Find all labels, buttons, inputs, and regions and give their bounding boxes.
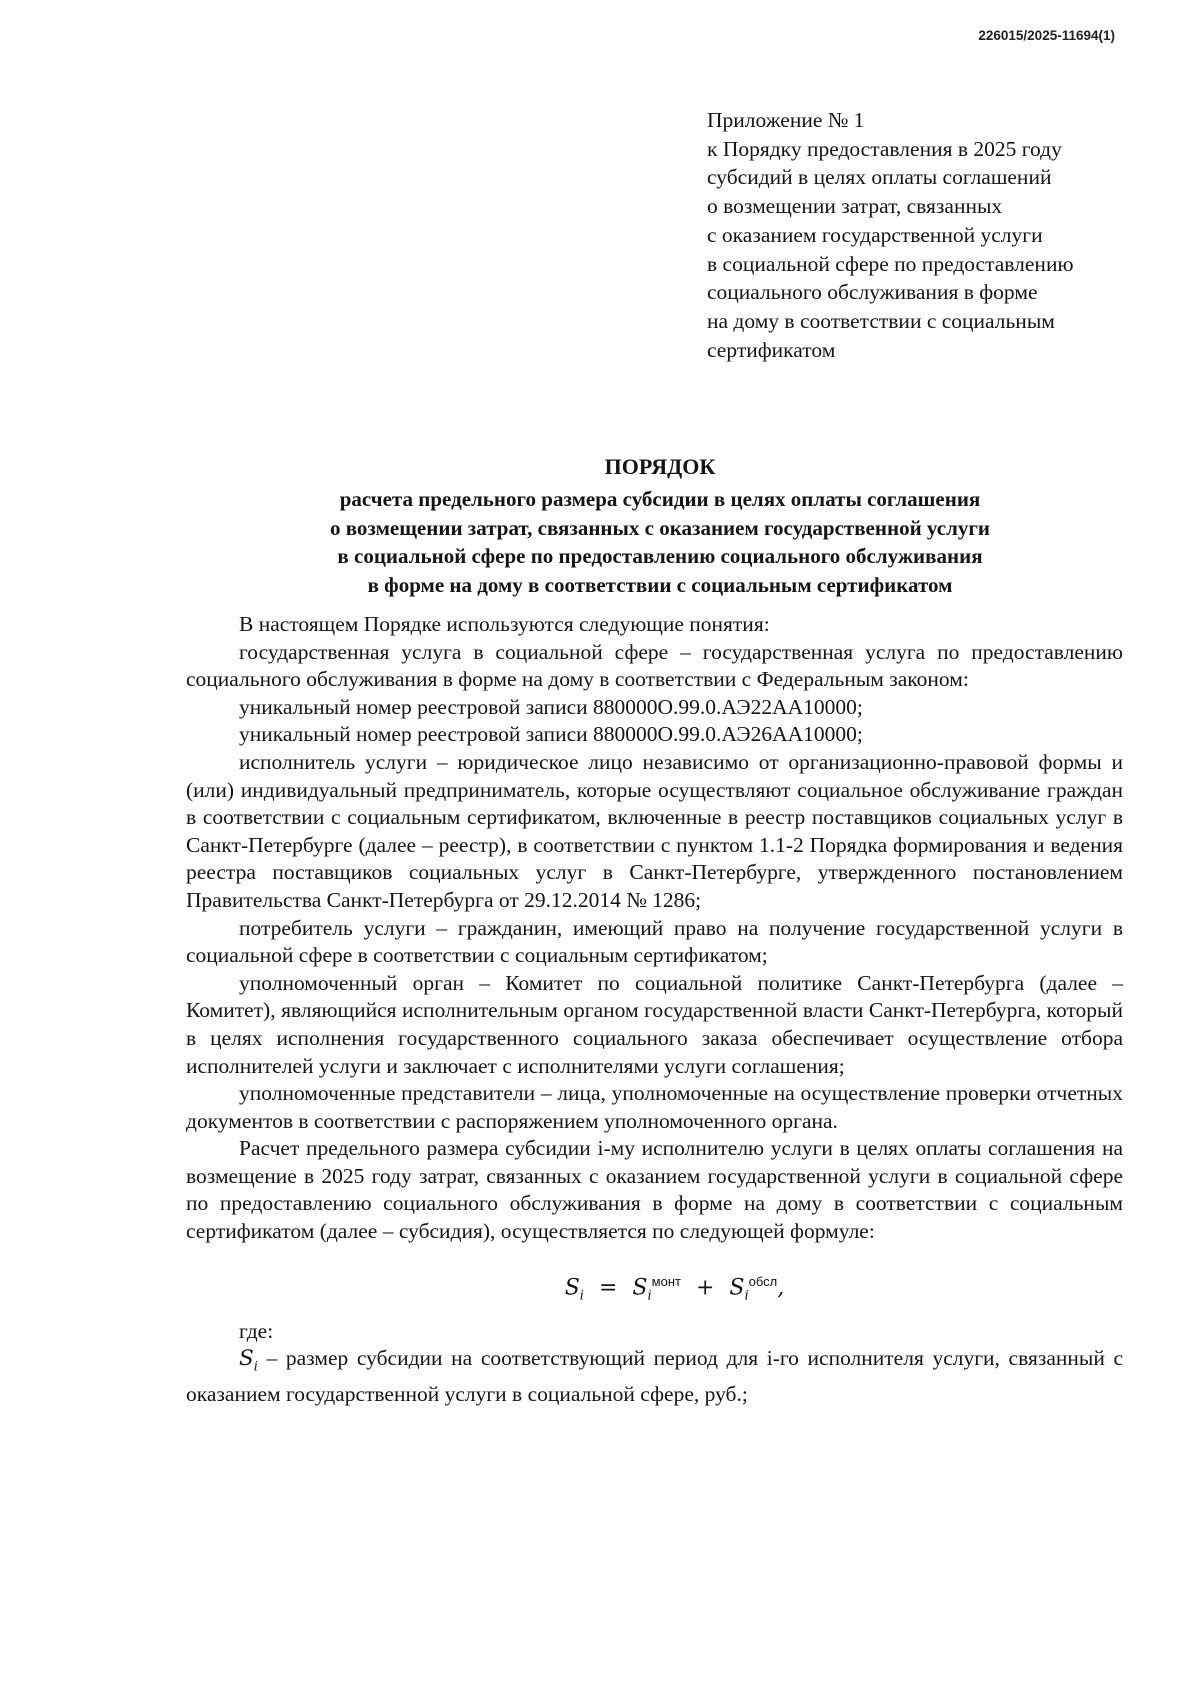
where-label: где: [239, 1318, 274, 1343]
formula-trailing-comma: , [777, 1274, 785, 1300]
document-subtitle-line: в форме на дому в соответствии с социальным сертификатом [367, 572, 953, 597]
formula-term2: S [729, 1274, 745, 1300]
definition-symbol [239, 1346, 258, 1375]
formula-lhs: S [564, 1274, 580, 1300]
definition-si [186, 1345, 1123, 1408]
paragraph-registry-record-2: уникальный номер реестровой записи 880000О.99.0.АЭ26АА10000; [239, 722, 863, 747]
annex-line: в социальной сфере по предоставлению [707, 251, 1074, 276]
annex-line: Приложение № 1 [707, 108, 865, 132]
paragraph-definition-representatives: уполномоченные представители – лица, уполномоченные на осуществление проверки отчетных документов в соответствии с распоряжением уполномоченного органа. [186, 1081, 1123, 1133]
document-registration-number: 226015/2025-11694(1) [978, 28, 1115, 43]
definition-text: – размер субсидии на соответствующий период для i-го исполнителя услуги, связанный с оказанием государственной услуги в социальной сфере, руб.; [186, 1346, 1123, 1407]
paragraph-intro: В настоящем Порядке используются следующие понятия: [239, 612, 770, 636]
annex-line: к Порядку предоставления в 2025 году [707, 136, 1062, 161]
paragraph-definition-executor: исполнитель услуги – юридическое лицо независимо от организационно-правовой формы и (или) индивидуальный предприниматель, которые осуществляют социальное обслуживание граждан в соответствии с социальным сертификатом, включенные в реестр поставщиков социальных услуг в Санкт-Петербурге (далее – реестр), в соответствии с пунктом 1.1-2 Порядка формирования и ведения реестра поставщиков социальных услуг в Санкт-Петербурге, утвержденного постановлением Правительства Санкт-Петербурга от 29.12.2014 № 1286; [186, 749, 1123, 912]
formula-term1-subscript: i [647, 1288, 652, 1304]
annex-line: субсидий в целях оплаты соглашений [707, 165, 1052, 190]
formula-term2-superscript: обсл [748, 1273, 778, 1289]
definition-symbol-subscript: i [253, 1359, 258, 1375]
paragraph-registry-record-1: уникальный номер реестровой записи 880000О.99.0.АЭ22АА10000; [239, 694, 863, 719]
annex-line: о возмещении затрат, связанных [707, 194, 1003, 219]
formula-lhs-subscript: i [579, 1288, 584, 1304]
document-subtitle-line: о возмещении затрат, связанных с оказанием государственной услуги [329, 515, 991, 540]
paragraph-definition-authority: уполномоченный орган – Комитет по социальной политике Санкт-Петербурга (далее – Комитет), являющийся исполнительным органом государственной власти Санкт-Петербурга, который в целях исполнения государственного социального заказа обеспечивает осуществление отбора исполнителей услуги и заключает с исполнителями услуги соглашения; [186, 970, 1123, 1078]
formula-term1-superscript: монт [651, 1273, 681, 1289]
formula-equals: = [598, 1274, 618, 1300]
paragraph-definition-consumer: потребитель услуги – гражданин, имеющий право на получение государственной услуги в социальной сфере в соответствии с социальным сертификатом; [186, 915, 1123, 968]
formula-plus: + [695, 1274, 715, 1300]
document-subtitle-line: в социальной сфере по предоставлению социального обслуживания [337, 544, 983, 568]
annex-line: социального обслуживания в форме [707, 280, 1038, 305]
annex-header [707, 106, 1167, 364]
paragraph-calculation: Расчет предельного размера субсидии i-му исполнителю услуги в целях оплаты соглашения на возмещение в 2025 году затрат, связанных с оказанием государственной услуги в социальной сфере по предоставлению социального обслуживания в форме на дому в соответствии с социальным сертификатом (далее – субсидия), осуществляется по следующей формуле: [186, 1136, 1123, 1244]
annex-line: на дому в соответствии с социальным [707, 308, 1055, 333]
document-body [186, 611, 1123, 1409]
annex-line: с оказанием государственной услуги [707, 222, 1043, 247]
document-title-block [160, 450, 1160, 599]
formula-term1: S [632, 1274, 648, 1300]
formula-term2-subscript: i [744, 1288, 749, 1304]
annex-line: сертификатом [707, 337, 836, 362]
subsidy-formula [186, 1246, 1123, 1318]
document-subtitle-line: расчета предельного размера субсидии в целях оплаты соглашения [339, 487, 981, 511]
document-title: ПОРЯДОК [604, 454, 716, 479]
definition-symbol-letter: S [239, 1346, 254, 1372]
paragraph-definition-service: государственная услуга в социальной сфере – государственная услуга по предоставлению социального обслуживания в форме на дому в соответствии с Федеральным законом: [186, 639, 1123, 692]
